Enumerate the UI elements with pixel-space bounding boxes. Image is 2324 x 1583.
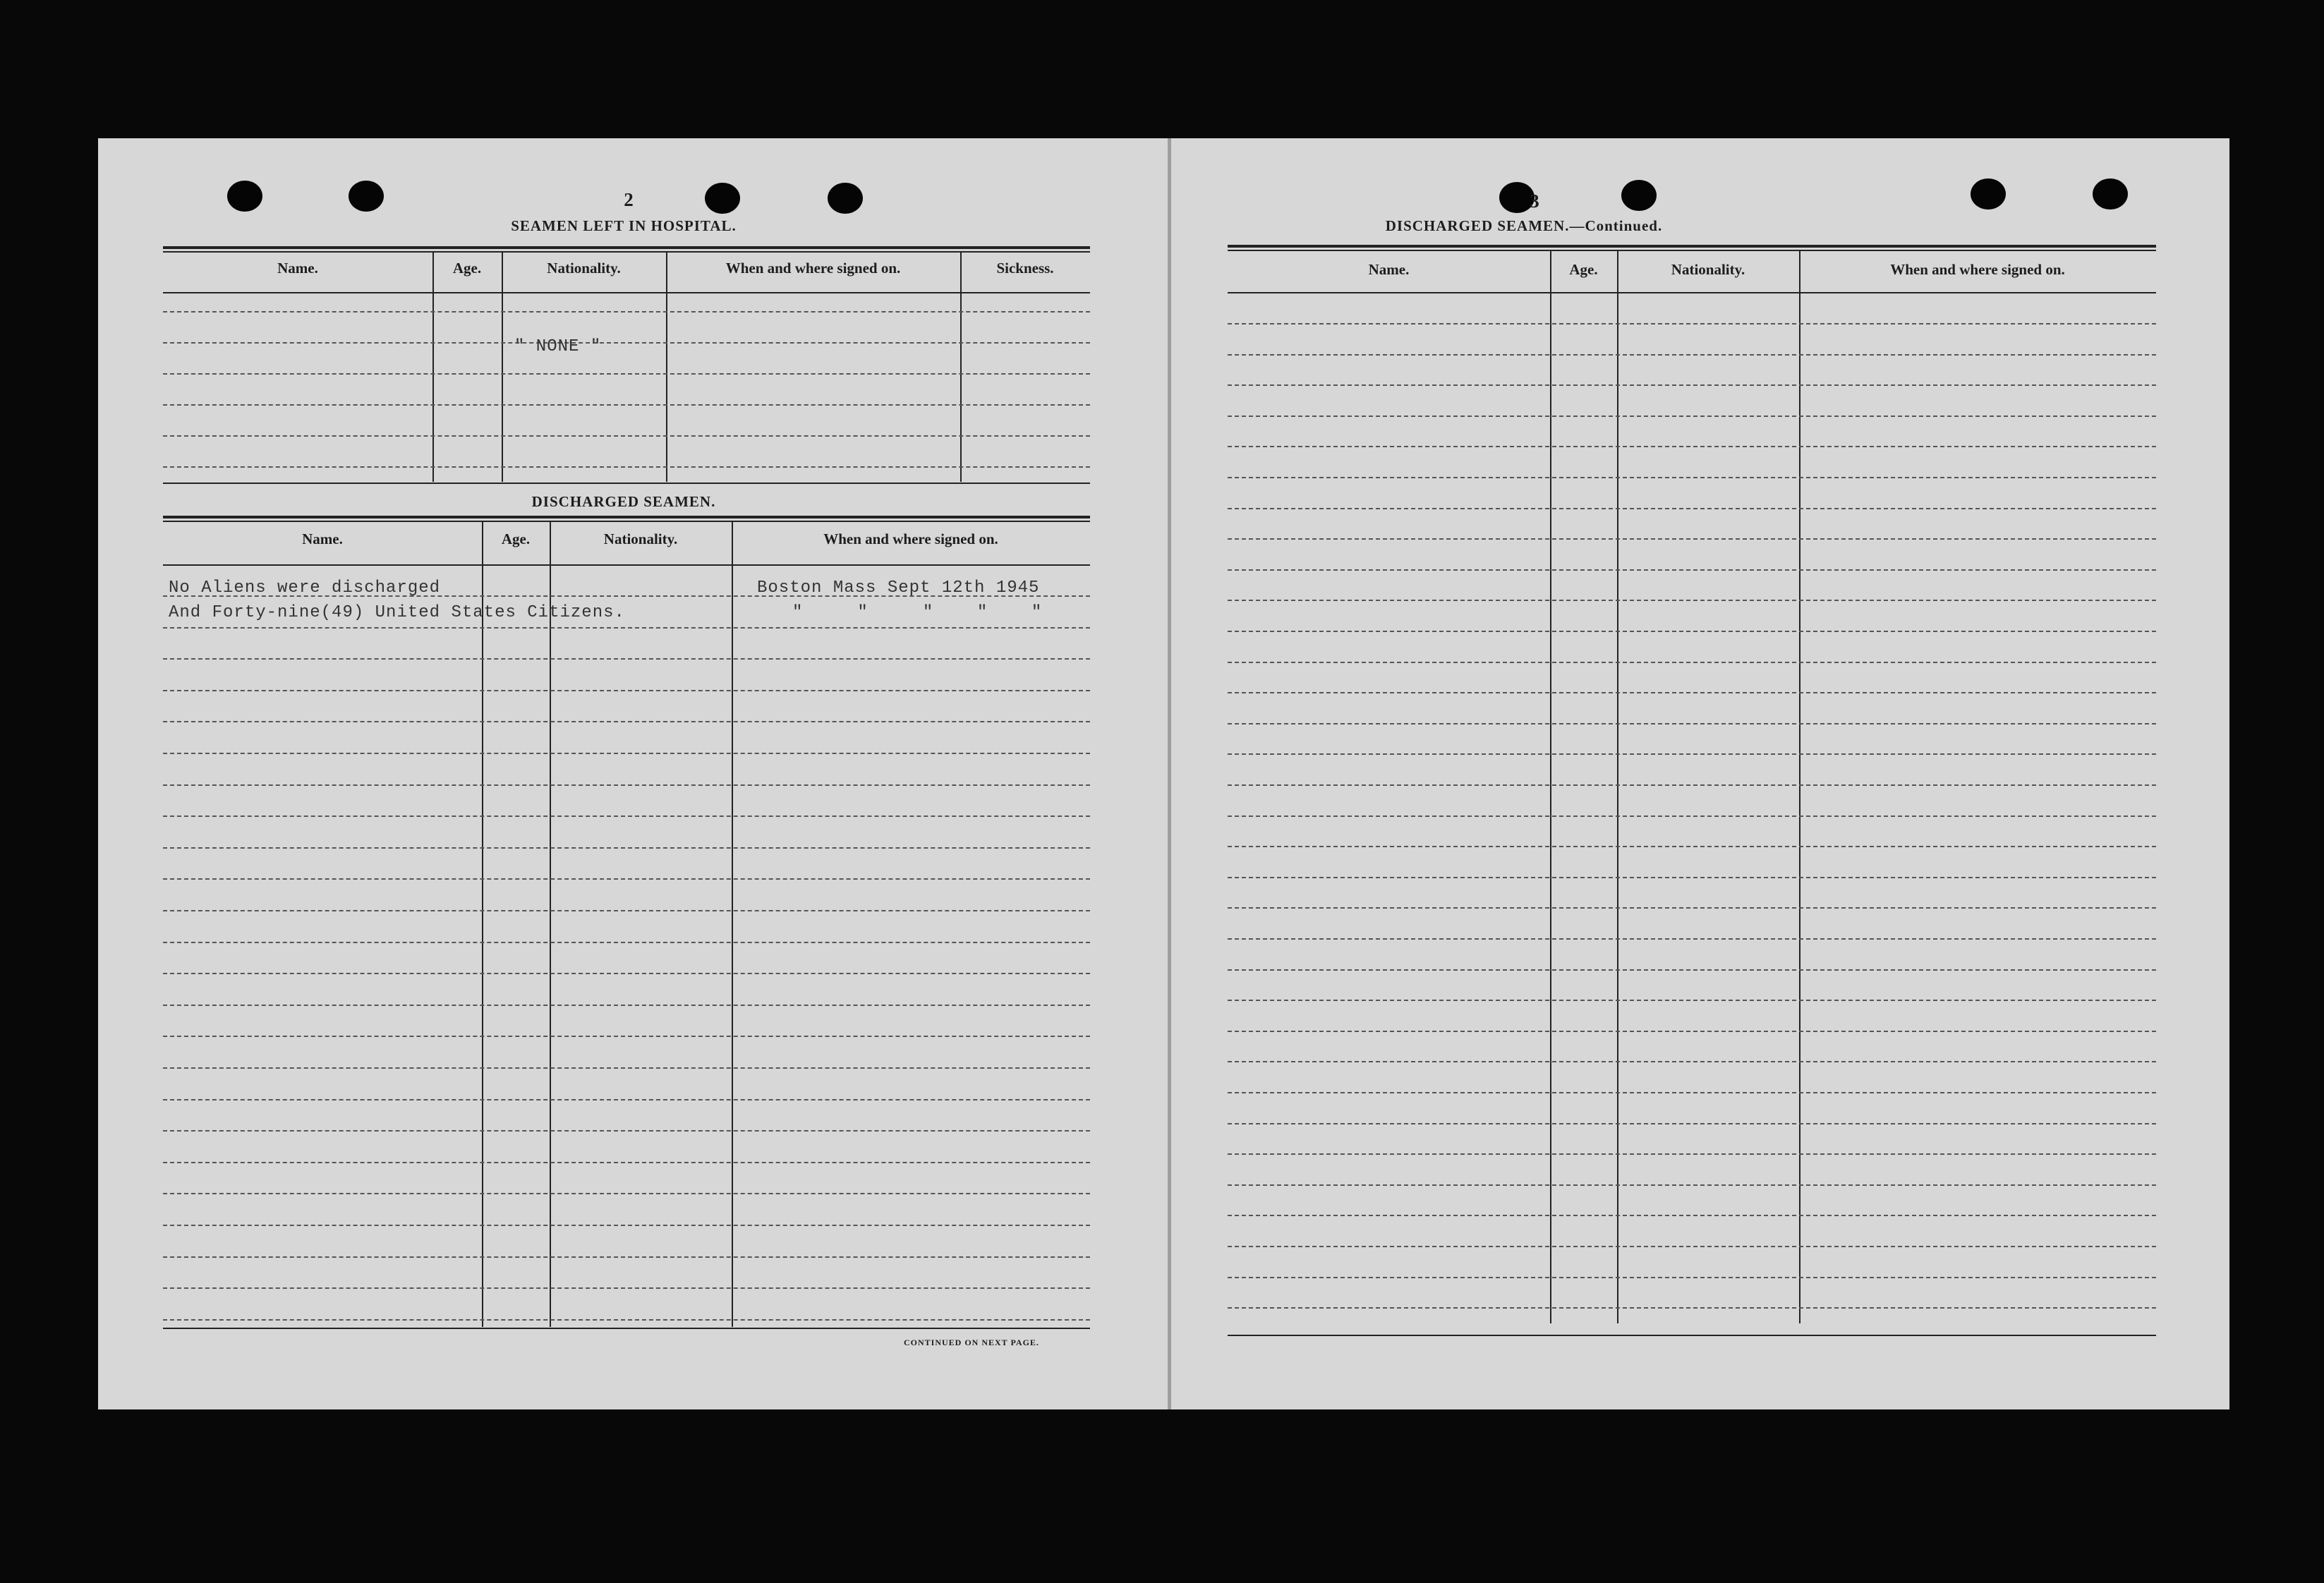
ruled-line (163, 878, 1090, 880)
ledger-sheet (98, 138, 2229, 1409)
punch-hole (1971, 178, 2006, 210)
table-rule (163, 251, 1090, 253)
ruled-line (1228, 784, 2156, 786)
column-rule (502, 251, 503, 482)
ruled-line (1228, 569, 2156, 571)
discharged-row-1-signed-on: Boston Mass Sept 12th 1945 (757, 578, 1040, 598)
column-rule (1617, 250, 1618, 1323)
ruled-line (1228, 1061, 2156, 1062)
ruled-line (1228, 938, 2156, 940)
ruled-line (163, 910, 1090, 911)
hospital-entry-none: " NONE " (514, 337, 602, 356)
ruled-line (163, 721, 1090, 722)
column-header-age: Age. (1569, 261, 1598, 278)
ruled-line (163, 435, 1090, 437)
punch-hole (828, 183, 863, 214)
ruled-line (1228, 753, 2156, 755)
discharged-row-1-name: No Aliens were discharged (169, 578, 441, 598)
ruled-line (1228, 477, 2156, 478)
ruled-line (1228, 877, 2156, 878)
column-header-name: Name. (277, 260, 318, 277)
ruled-line (1228, 1000, 2156, 1001)
left-page (98, 138, 1168, 1409)
ruled-line (163, 404, 1090, 406)
page-number: 2 (624, 189, 634, 210)
column-header-nationality: Nationality. (547, 260, 621, 277)
table-rule (163, 246, 1090, 249)
ruled-line (1228, 1123, 2156, 1124)
ruled-line (1228, 1277, 2156, 1278)
discharged-section-title: DISCHARGED SEAMEN. (531, 493, 716, 510)
ruled-line (1228, 600, 2156, 601)
ruled-line (1228, 323, 2156, 325)
ruled-line (1228, 354, 2156, 356)
ruled-line (163, 1256, 1090, 1258)
column-header-signed-on: When and where signed on. (725, 260, 901, 277)
column-rule (432, 251, 434, 482)
ruled-line (163, 1067, 1090, 1069)
column-header-age: Age. (452, 260, 482, 277)
table-rule (1228, 245, 2156, 248)
ruled-line (1228, 1307, 2156, 1309)
ruled-line (1228, 538, 2156, 540)
column-rule (550, 521, 551, 1327)
ruled-line (1228, 1184, 2156, 1186)
column-header-nationality: Nationality. (603, 530, 678, 547)
ruled-line (163, 1319, 1090, 1321)
column-header-age: Age. (501, 530, 531, 547)
ruled-line (1228, 662, 2156, 663)
ruled-line (163, 1036, 1090, 1037)
column-header-sickness: Sickness. (996, 260, 1054, 277)
ruled-line (1228, 631, 2156, 632)
ruled-line (1228, 1031, 2156, 1032)
page-number: 3 (1530, 190, 1539, 212)
ruled-line (163, 784, 1090, 786)
ruled-line (1228, 384, 2156, 386)
column-header-name: Name. (302, 530, 343, 547)
table-rule (163, 1328, 1090, 1329)
ruled-line (163, 1287, 1090, 1289)
ruled-line (1228, 846, 2156, 847)
ruled-line (163, 342, 1090, 344)
ruled-line (1228, 1092, 2156, 1093)
discharged-continued-title: DISCHARGED SEAMEN.—Continued. (1385, 217, 1663, 234)
ruled-line (163, 1005, 1090, 1006)
ruled-line (163, 847, 1090, 849)
discharged-row-2-signed-on: " " " " " (792, 603, 1043, 622)
ruled-line (163, 658, 1090, 660)
punch-hole (2093, 178, 2128, 210)
ruled-line (1228, 1215, 2156, 1216)
ruled-line (163, 1225, 1090, 1226)
column-header-signed-on: When and where signed on. (823, 530, 998, 547)
ruled-line (1228, 1153, 2156, 1155)
column-rule (732, 521, 733, 1327)
ruled-line (1228, 907, 2156, 909)
table-rule (1228, 1335, 2156, 1336)
table-rule (163, 521, 1090, 522)
ruled-line (1228, 723, 2156, 724)
hospital-section-title: SEAMEN LEFT IN HOSPITAL. (511, 217, 737, 234)
column-header-name: Name. (1368, 261, 1410, 278)
column-rule (1799, 250, 1801, 1323)
ruled-line (163, 753, 1090, 754)
ruled-line (163, 690, 1090, 691)
ruled-line (163, 1162, 1090, 1163)
ruled-line (1228, 969, 2156, 971)
ruled-line (163, 1193, 1090, 1194)
ruled-line (163, 1099, 1090, 1100)
ruled-line (1228, 508, 2156, 509)
ruled-line (163, 815, 1090, 817)
table-rule (163, 483, 1090, 484)
punch-hole (349, 181, 384, 212)
ruled-line (163, 973, 1090, 974)
punch-hole (1621, 180, 1657, 211)
discharged-row-2-name: And Forty-nine(49) United States Citizens. (169, 603, 625, 622)
continued-note: CONTINUED ON NEXT PAGE. (904, 1338, 1039, 1347)
right-page (1171, 138, 2229, 1409)
table-rule (163, 516, 1090, 518)
column-rule (1550, 250, 1551, 1323)
table-rule (163, 564, 1090, 566)
column-rule (666, 251, 667, 482)
ruled-line (163, 311, 1090, 313)
column-rule (482, 521, 483, 1327)
ruled-line (1228, 1246, 2156, 1247)
ruled-line (163, 1130, 1090, 1132)
column-header-nationality: Nationality. (1671, 261, 1745, 278)
ruled-line (1228, 692, 2156, 693)
ruled-line (1228, 815, 2156, 817)
punch-hole (227, 181, 262, 212)
column-rule (960, 251, 962, 482)
column-header-signed-on: When and where signed on. (1890, 261, 2065, 278)
punch-hole (705, 183, 740, 214)
ruled-line (163, 942, 1090, 943)
ruled-line (163, 466, 1090, 468)
ruled-line (163, 373, 1090, 375)
table-rule (1228, 292, 2156, 293)
table-rule (1228, 250, 2156, 251)
ruled-line (1228, 416, 2156, 417)
ruled-line (163, 627, 1090, 629)
ruled-line (1228, 446, 2156, 447)
table-rule (163, 292, 1090, 293)
